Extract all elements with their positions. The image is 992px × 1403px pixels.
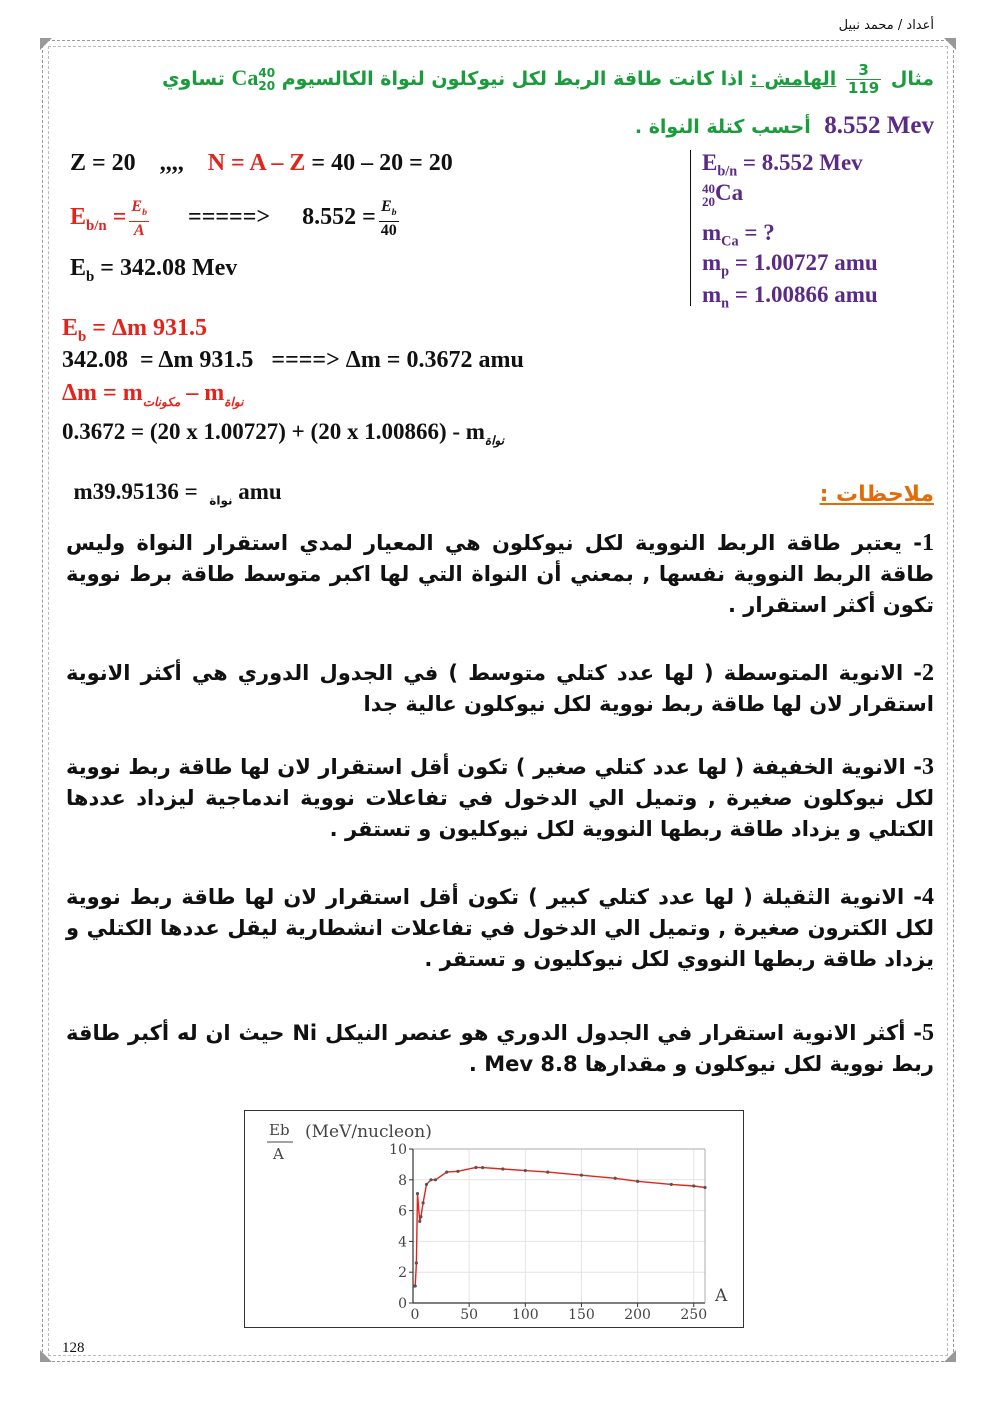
data-point — [445, 1171, 448, 1174]
data-point — [636, 1180, 639, 1183]
data-point — [415, 1261, 418, 1264]
data-point — [670, 1183, 673, 1186]
calcium-nuclide — [258, 67, 275, 93]
dm-sub-nucleus: نواة — [224, 394, 244, 409]
note-item — [66, 752, 934, 845]
separator: ,,,, — [159, 150, 184, 176]
solution-line-dm: 342.08 = Δm 931.5 ====> Δm = 0.3672 amu — [62, 347, 524, 373]
data-point — [524, 1169, 527, 1172]
data-point — [429, 1178, 432, 1181]
solution-line-result — [62, 453, 282, 508]
note-text: - الانوية الثقيلة ( لها عدد كتلي كبير ) تكون أقل استقرار لان لها طاقة ربط نووية لكل الكترون صغيرة , وتميل الي الدخول في تفاعلات انشطارية ليقل عددها الكتلي و يزداد طاقة ربطها النووي لكل نيوكليون و تستقر . — [66, 885, 934, 971]
data-point — [580, 1174, 583, 1177]
note-number: 3 — [922, 754, 934, 780]
mass-number: 40 — [702, 180, 715, 196]
note-number: 2 — [922, 660, 934, 686]
fraction-denominator: A — [133, 222, 145, 240]
n-value: = 40 – 20 = 20 — [305, 150, 453, 176]
binding-energy-plot — [245, 1111, 742, 1326]
y-tick-label: 8 — [398, 1172, 407, 1189]
x-tick-label: 250 — [680, 1307, 708, 1323]
value-lhs: 8.552 = — [302, 204, 376, 231]
solution-line-zn — [70, 150, 453, 177]
given-eb: $E_{b/n} = 8.552$ Mev — [702, 150, 863, 180]
fraction-numerator: 3 — [846, 62, 881, 80]
arrow: =====> — [188, 204, 271, 231]
data-point — [416, 1192, 419, 1195]
x-tick-label: 200 — [624, 1307, 651, 1323]
equals-word: تساوي — [162, 68, 225, 90]
element-symbol: Ca — [231, 65, 259, 90]
y-tick-label: 0 — [398, 1296, 407, 1312]
data-point — [692, 1184, 695, 1187]
example-task-line — [635, 112, 934, 140]
dm-lhs: Δm = m — [62, 380, 143, 406]
fraction-denominator: 40 — [380, 222, 397, 240]
data-point — [481, 1166, 484, 1169]
data-point — [474, 1166, 477, 1169]
given-divider — [690, 150, 691, 306]
y-axis-label-denominator: A — [273, 1145, 284, 1163]
note-item — [66, 528, 934, 621]
note-text: - الانوية المتوسطة ( لها عدد كتلي متوسط ) في الجدول الدوري هي أكثر الانوية استقرار لان لها طاقة ربط نووية لكل نيوكلون عالية جدا — [66, 661, 934, 716]
data-point — [422, 1201, 425, 1204]
note-number: 4 — [922, 884, 934, 910]
n-formula: N = A – Z — [207, 150, 306, 176]
x-tick-label: 50 — [460, 1307, 479, 1323]
data-point — [456, 1170, 459, 1173]
note-item — [66, 658, 934, 720]
example-prefix: مثال — [890, 68, 934, 90]
given-nuclide — [702, 180, 743, 208]
eb-formula: $E_b = \Delta m$ 931.5 — [62, 315, 208, 345]
corner-mark — [40, 38, 52, 50]
value-fraction: $\frac{E_b}{40}$ — [380, 198, 397, 240]
margin-label: الهامش : — [750, 68, 837, 90]
data-point — [425, 1183, 428, 1186]
dm-sub-components: مكونات — [142, 394, 181, 409]
solution-line-ebn — [70, 198, 402, 239]
given-mca: $m_{Ca}$ = ? — [702, 220, 775, 250]
y-tick-label: 2 — [398, 1265, 407, 1282]
mass-equation: 0.3672 = (20 x 1.00727) + (20 x 1.00866) - m — [62, 419, 485, 444]
element-symbol: Ca — [715, 180, 744, 205]
given-mn: $m_n = 1.00866$ amu — [702, 282, 878, 312]
page-number: 128 — [62, 1340, 85, 1356]
dm-minus: – m — [180, 380, 225, 406]
y-tick-label: 6 — [398, 1203, 407, 1220]
binding-energy-chart — [244, 1110, 744, 1328]
note-text: - يعتبر طاقة الربط النووية لكل نيوكلون هي المعيار لمدي استقرار النواة وليس طاقة الربط النووية نفسها , بمعني أن النواة التي لها اكبر متوسط طاقة برط نووية تكون أكثر استقرار . — [66, 531, 934, 617]
y-tick-label: 4 — [398, 1234, 407, 1251]
given-mp: $m_p = 1.00727$ amu — [702, 250, 878, 280]
author-credit: أعداد / محمد نبيل — [838, 18, 934, 33]
note-item — [66, 1018, 934, 1080]
mass-number: 40 — [258, 65, 276, 80]
dm-formula — [62, 380, 243, 409]
mass-symbol: m — [73, 479, 93, 504]
nucleus-sub: نواة — [484, 433, 505, 448]
fraction-denominator: 119 — [847, 79, 880, 97]
corner-mark — [944, 38, 956, 50]
note-number: 1 — [922, 530, 934, 556]
x-axis-label: A — [715, 1286, 728, 1306]
data-point — [419, 1215, 422, 1218]
data-point — [614, 1177, 617, 1180]
note-item — [66, 882, 934, 975]
atomic-number: 20 — [702, 193, 715, 209]
example-text: اذا كانت طاقة الربط لكل نيوكلون لنواة الكالسيوم — [281, 68, 744, 90]
y-axis-label-unit: (MeV/nucleon) — [305, 1122, 432, 1142]
example-task: أحسب كتلة النواة . — [634, 116, 811, 138]
note-text: - أكثر الانوية استقرار في الجدول الدوري هو عنصر النيكل Ni حيث ان له أكبر طاقة ربط نووية لكل نيوكلون و مقدارها 8.8 Mev . — [66, 1021, 934, 1076]
y-tick-label: 10 — [389, 1142, 407, 1158]
x-tick-label: 100 — [511, 1307, 539, 1323]
solution-line-mass — [62, 419, 504, 448]
example-statement — [162, 62, 934, 97]
example-value: 8.552 Mev — [824, 112, 934, 139]
ebn-formula: $E_{b/n}$ = $\frac{E_b}{A}$ — [70, 198, 148, 240]
notes-title: ملاحظات : — [819, 482, 934, 507]
x-tick-label: 150 — [568, 1307, 595, 1323]
x-tick-label: 0 — [410, 1307, 420, 1323]
mass-result: = 39.95136 amu — [92, 479, 282, 504]
data-point — [434, 1178, 437, 1181]
nucleus-sub: نواة — [209, 493, 233, 508]
data-point — [703, 1186, 706, 1189]
z-value: Z = 20 — [70, 150, 136, 176]
note-text: - الانوية الخفيفة ( لها عدد كتلي صغير ) تكون أقل استقرار لان لها طاقة ربط نووية لكل نيوكلون صغيرة , وتميل الي الدخول في تفاعلات نووية اندماجية ليزداد عددها الكتلي و يزداد طاقة ربطها النووية لكل نيوكليون و تستقر . — [66, 755, 934, 841]
data-point — [414, 1284, 417, 1287]
note-number: 5 — [922, 1020, 935, 1046]
corner-mark — [944, 1350, 956, 1362]
corner-mark — [40, 1350, 52, 1362]
data-point — [546, 1171, 549, 1174]
y-axis-label-numerator: Eb — [269, 1121, 290, 1139]
eb-result: $E_b = 342.08$ Mev — [70, 255, 238, 285]
data-point — [418, 1220, 421, 1223]
data-point — [501, 1167, 504, 1170]
binding-energy-curve — [414, 1168, 705, 1287]
margin-fraction — [846, 62, 881, 97]
atomic-number: 20 — [258, 78, 276, 93]
